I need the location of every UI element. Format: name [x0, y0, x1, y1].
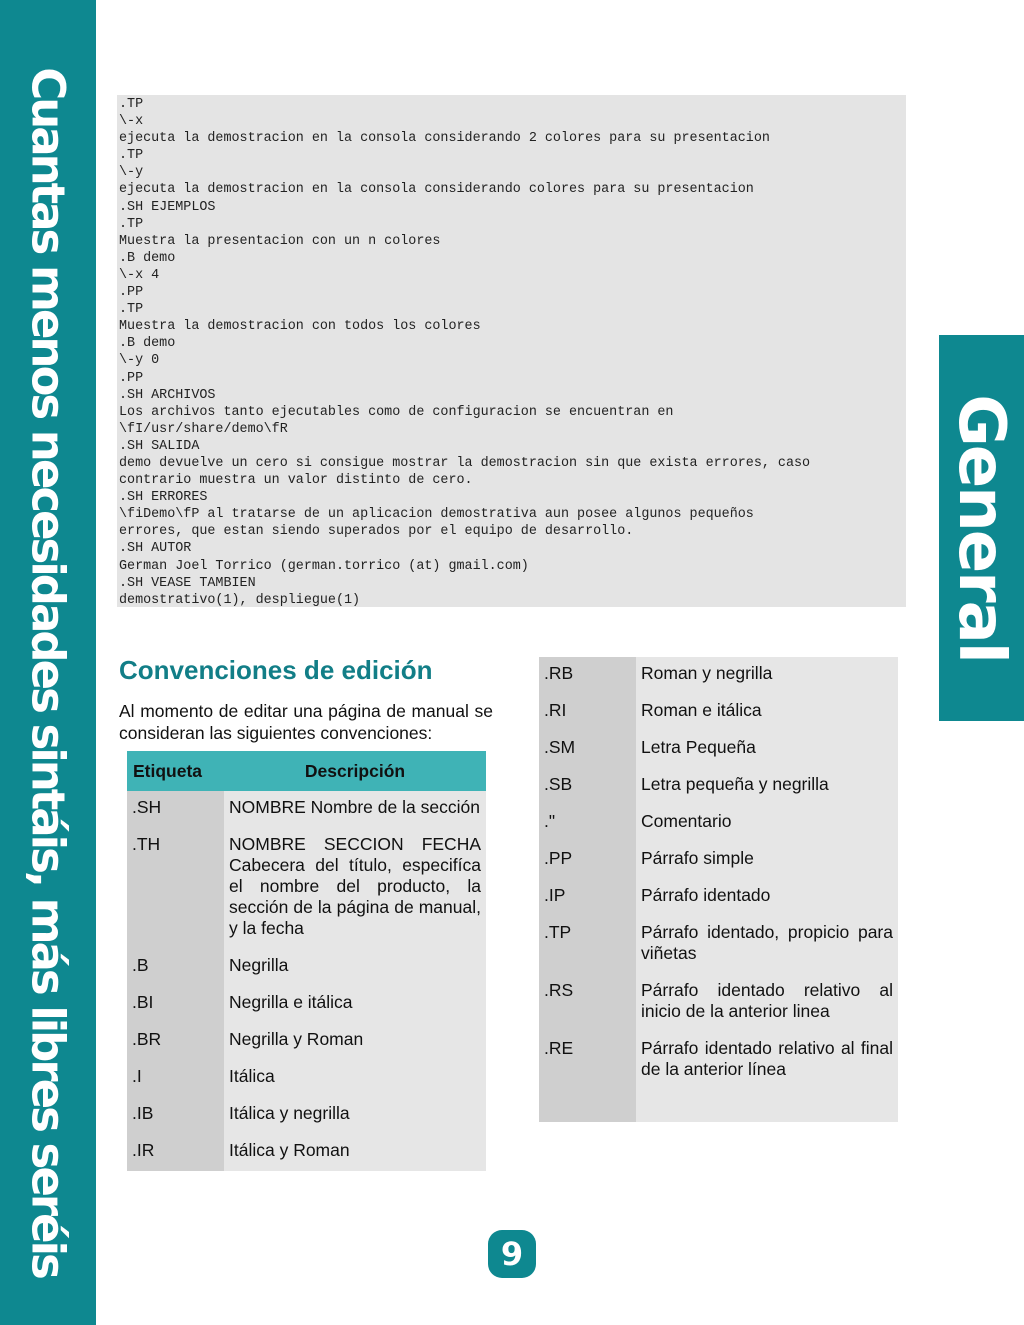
table-header-row — [127, 751, 486, 791]
code-line: \-x — [119, 114, 144, 130]
code-line: demostrativo(1), despliegue(1) — [119, 592, 361, 608]
description-cell: Roman e itálica — [636, 694, 898, 731]
code-line: .SH VEASE TAMBIEN — [119, 575, 256, 591]
code-line: \fI/usr/share/demo\fR — [119, 421, 288, 437]
description-cell: Párrafo simple — [636, 842, 898, 879]
section-label: General — [944, 394, 1018, 662]
code-line: \-x 4 — [119, 267, 160, 283]
tag-cell: .IP — [539, 879, 636, 916]
table-row — [539, 694, 898, 731]
description-cell: Itálica y Roman — [224, 1134, 486, 1171]
code-line: .TP — [119, 302, 144, 318]
code-line: .SH ERRORES — [119, 490, 208, 506]
table-row — [539, 842, 898, 879]
column-header-description: Descripción — [304, 760, 406, 781]
table-row — [127, 986, 486, 1023]
code-line: .TP — [119, 97, 144, 112]
code-line: .B demo — [119, 250, 176, 266]
description-cell: Párrafo identado relativo al inicio de la anterior linea — [636, 974, 898, 1032]
conventions-table-right — [539, 657, 898, 1122]
code-line: \fiDemo\fP al tratarse de un aplicacion demostrativa aun posee algunos pequeños — [119, 507, 754, 523]
code-line: \-y 0 — [119, 353, 160, 369]
table-row — [539, 805, 898, 842]
table-row — [127, 1023, 486, 1060]
tag-cell: .RE — [539, 1032, 636, 1122]
description-cell: Itálica y negrilla — [224, 1097, 486, 1134]
description-cell: Letra pequeña y negrilla — [636, 768, 898, 805]
tag-cell: ." — [539, 805, 636, 842]
description-cell: NOMBRE SECCION FECHA Cabecera del título, especifíca el nombre del producto, la sección de la página de manual, y la fecha — [224, 828, 486, 949]
description-cell: NOMBRE Nombre de la sección — [224, 791, 486, 828]
description-cell: Negrilla — [224, 949, 486, 986]
code-line: .SH SALIDA — [119, 438, 200, 454]
tag-cell: .SM — [539, 731, 636, 768]
code-line: Muestra la presentacion con un n colores — [119, 233, 441, 249]
description-cell: Negrilla e itálica — [224, 986, 486, 1023]
tag-cell: .TP — [539, 916, 636, 974]
code-line: .TP — [119, 148, 144, 164]
code-line: .SH EJEMPLOS — [119, 199, 216, 215]
tag-cell: .PP — [539, 842, 636, 879]
tag-cell: .RB — [539, 657, 636, 694]
code-line: .PP — [119, 370, 144, 386]
table-row — [539, 974, 898, 1032]
description-cell: Comentario — [636, 805, 898, 842]
conventions-table-left — [127, 751, 486, 1171]
table-row — [127, 1060, 486, 1097]
code-line: Los archivos tanto ejecutables como de configuracion se encuentran en — [119, 404, 674, 420]
tag-cell: .SH — [127, 791, 224, 828]
section-tab — [939, 335, 1024, 721]
table-row — [539, 657, 898, 694]
table-row — [127, 828, 486, 949]
table-row — [539, 879, 898, 916]
code-block — [117, 95, 906, 607]
table-row — [539, 768, 898, 805]
code-line: \-y — [119, 165, 144, 181]
description-cell: Párrafo identado relativo al final de la anterior línea — [636, 1032, 898, 1122]
table-row — [127, 791, 486, 828]
description-cell: Letra Pequeña — [636, 731, 898, 768]
tag-cell: .IR — [127, 1134, 224, 1171]
code-line: ejecuta la demostracion en la consola considerando colores para su presentacion — [119, 182, 754, 198]
intro-paragraph: Al momento de editar una página de manual se consideran las siguientes convenciones: — [119, 701, 493, 743]
code-line: Muestra la demostracion con todos los colores — [119, 319, 481, 335]
code-line: contrario muestra un valor distinto de cero. — [119, 473, 473, 489]
column-header-tag: Etiqueta — [133, 760, 203, 781]
description-cell: Roman y negrilla — [636, 657, 898, 694]
sidebar-title: Cuantas menos necesidades sintáis, más libres seréis — [21, 67, 75, 1277]
code-line: .TP — [119, 216, 144, 232]
description-cell: Párrafo identado, propicio para viñetas — [636, 916, 898, 974]
tag-cell: .BI — [127, 986, 224, 1023]
table-row — [127, 1097, 486, 1134]
sidebar-band — [0, 0, 96, 1325]
tag-cell: .B — [127, 949, 224, 986]
code-line: German Joel Torrico (german.torrico (at) gmail.com) — [119, 558, 529, 574]
code-line: demo devuelve un cero si consigue mostrar la demostracion sin que exista errores, caso — [119, 455, 811, 471]
tag-cell: .RS — [539, 974, 636, 1032]
table-row — [127, 1134, 486, 1171]
tag-cell: .BR — [127, 1023, 224, 1060]
tag-cell: .RI — [539, 694, 636, 731]
code-line: .PP — [119, 285, 144, 301]
table-row — [539, 916, 898, 974]
table-row — [127, 949, 486, 986]
code-line: ejecuta la demostracion en la consola considerando 2 colores para su presentacion — [119, 131, 770, 147]
description-cell: Párrafo identado — [636, 879, 898, 916]
page-number: 9 — [488, 1230, 536, 1278]
tag-cell: .IB — [127, 1097, 224, 1134]
table-row — [539, 731, 898, 768]
description-cell: Itálica — [224, 1060, 486, 1097]
tag-cell: .SB — [539, 768, 636, 805]
description-cell: Negrilla y Roman — [224, 1023, 486, 1060]
tag-cell: .TH — [127, 828, 224, 949]
code-line: .B demo — [119, 336, 176, 352]
tag-cell: .I — [127, 1060, 224, 1097]
code-line: .SH ARCHIVOS — [119, 387, 216, 403]
section-heading: Convenciones de edición — [119, 655, 433, 685]
table-row — [539, 1032, 898, 1122]
code-line: .SH AUTOR — [119, 541, 192, 557]
code-line: errores, que estan siendo superados por el equipo de desarrollo. — [119, 524, 634, 540]
